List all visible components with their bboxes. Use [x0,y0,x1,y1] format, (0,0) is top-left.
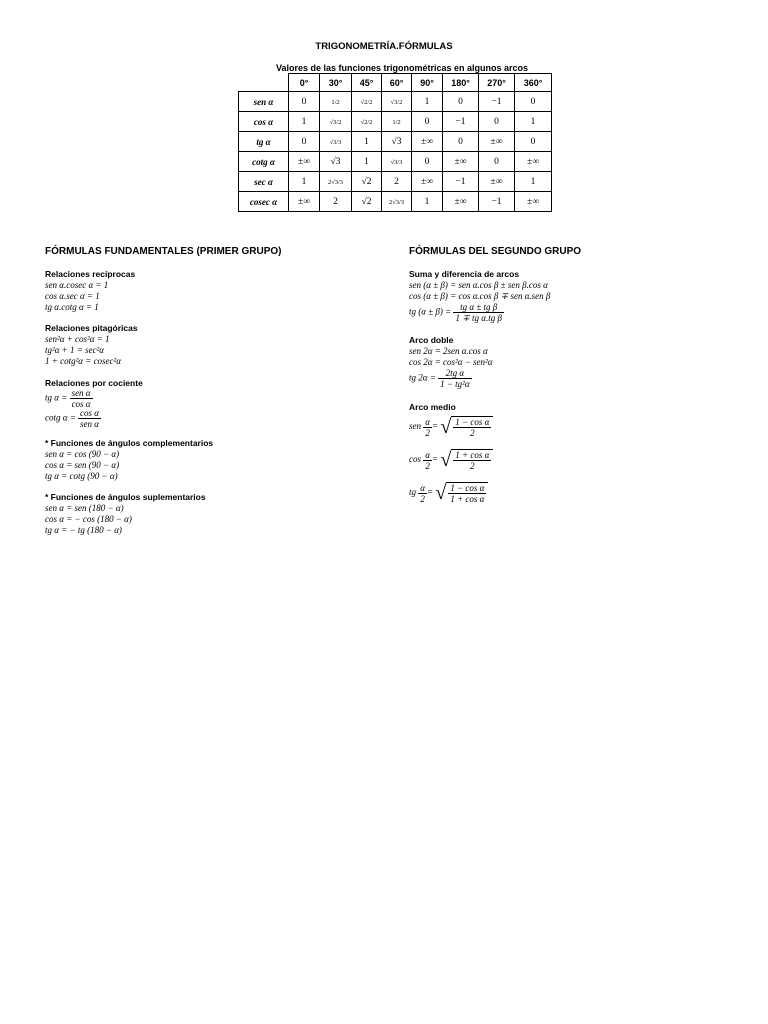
value-cell: −1 [479,92,515,112]
sqrt-icon: √ [440,415,452,438]
half-angle [423,417,432,438]
value-cell: 2 [382,172,412,192]
formula-line: sen α = sen (180 − α) [45,503,124,513]
value-cell: 0 [515,132,552,152]
fraction [438,368,472,389]
denominator: cos α [71,399,91,409]
fraction [453,450,491,471]
values-table [238,73,552,212]
value-cell: ±∞ [443,152,479,172]
value-cell: ±∞ [289,192,320,212]
value-cell [320,172,352,192]
function-label: cos α [239,112,289,132]
formula-line: tg α = − tg (180 − α) [45,525,122,535]
complementarios-title: * Funciones de ángulos complementarios [45,438,214,448]
value-cell: 1 [412,92,443,112]
formula-line: cos 2α = cos²α − sen²α [409,357,493,367]
value-text: √3/2 [329,118,342,126]
formula-tg-double [409,368,472,389]
table-row [239,152,552,172]
lhs: tg (α ± β) = [409,306,452,317]
pitagoricas-title: Relaciones pitagóricas [45,323,138,333]
header-cell: 180° [443,74,479,92]
value-cell [382,152,412,172]
value-cell [352,92,382,112]
value-text: √2/2 [360,118,373,126]
formula-line: cos α.sec α = 1 [45,291,100,301]
value-cell: 0 [412,152,443,172]
value-cell: 1 [412,192,443,212]
formula-tg-sum [409,302,504,323]
value-cell: √3 [382,132,412,152]
value-cell: 1 [515,172,552,192]
empty-corner [239,74,289,92]
value-cell: −1 [443,112,479,132]
function-label: sen α [239,92,289,112]
suma-title: Suma y diferencia de arcos [409,269,520,279]
formula-line: sen α.cosec α = 1 [45,280,109,290]
formula-line: tg α = cotg (90 − α) [45,471,118,481]
value-cell: 1 [352,152,382,172]
value-cell: 1 [289,172,320,192]
value-cell: ±∞ [443,192,479,212]
function-label: cosec α [239,192,289,212]
fn-name: sen [409,421,421,432]
function-label: sec α [239,172,289,192]
numerator: cos α [80,408,100,418]
table-row [239,172,552,192]
header-cell: 360° [515,74,552,92]
value-cell: 0 [443,92,479,112]
header-cell: 30° [320,74,352,92]
numerator: α [425,416,430,427]
value-text: 2√3/3 [327,178,344,186]
radicand [451,449,493,471]
value-cell: ±∞ [289,152,320,172]
value-cell: ±∞ [479,172,515,192]
formula-half-sen: sen $\frac{\alpha}{2}$ = √ $\frac{\text{1 − cos α}}{2}$ [409,416,493,438]
header-cell: 45° [352,74,382,92]
denominator: 1 + cos α [450,494,485,504]
fraction [453,302,504,323]
table-header-row [239,74,552,92]
fraction [453,417,491,438]
formula-tg-quotient [45,388,93,409]
value-cell: 2 [320,192,352,212]
formula-line: sen α = cos (90 − α) [45,449,120,459]
table-row [239,192,552,212]
formula-line: sen (α ± β) = sen α.cos β ± sen β.cos α [409,280,548,290]
numerator: α [425,449,430,460]
value-cell [382,112,412,132]
radicand [451,416,493,438]
formula-line: cos α = sen (90 − α) [45,460,120,470]
value-cell: 1 [515,112,552,132]
header-cell: 270° [479,74,515,92]
value-cell: 0 [479,152,515,172]
value-text: √3/3 [329,138,342,146]
formula-line: cos (α ± β) = cos α.cos β ∓ sen α.sen β [409,291,551,301]
header-cell: 0° [289,74,320,92]
value-text: 2√3/3 [388,198,405,206]
table-caption: Valores de las funciones trigonométricas en algunos arcos [275,63,529,73]
value-cell: ±∞ [515,152,552,172]
lhs: cotg α = [45,412,76,423]
value-cell [382,92,412,112]
fraction [78,408,101,429]
formula-line: tg α.cotg α = 1 [45,302,99,312]
value-text: 1/2 [392,118,401,126]
value-cell: 0 [289,132,320,152]
half-angle [418,483,427,504]
value-cell: ±∞ [515,192,552,212]
radicand [446,482,488,504]
numerator: 2tg α [438,368,472,379]
table-row [239,132,552,152]
numerator: α [420,482,425,493]
value-cell: −1 [443,172,479,192]
formula-cotg-quotient [45,408,101,429]
half-angle [423,450,432,471]
denominator: 1 ∓ tg α.tg β [455,313,502,323]
numerator: 1 + cos α [455,450,490,460]
lhs: tg 2α = [409,372,436,383]
formula-line: sen 2α = 2sen α.cos α [409,346,488,356]
numerator: tg α ± tg β [453,302,504,313]
fraction [448,483,486,504]
table-row [239,112,552,132]
value-cell: √2 [352,192,382,212]
right-heading: FÓRMULAS DEL SEGUNDO GRUPO [409,246,582,257]
header-cell: 90° [412,74,443,92]
value-cell: −1 [479,192,515,212]
suplementarios-title: * Funciones de ángulos suplementarios [45,492,206,502]
value-cell: 0 [289,92,320,112]
value-text: √3/3 [390,158,403,166]
header-cell: 60° [382,74,412,92]
value-cell [320,132,352,152]
value-text: √2/2 [360,98,373,106]
fn-name: cos [409,454,421,465]
function-label: tg α [239,132,289,152]
value-cell: ±∞ [412,132,443,152]
table-row [239,92,552,112]
numerator: sen α [71,388,91,398]
denominator: 2 [418,493,427,504]
doble-title: Arco doble [409,335,454,345]
denominator: 1 − tg²α [440,379,470,389]
cociente-title: Relaciones por cociente [45,378,143,388]
formula-half-tg: tg $\frac{\alpha}{2}$ = √ $\frac{\text{1 − cos α}}{\text{1 + cos α}}$ [409,482,488,504]
denominator: 2 [423,427,432,438]
value-cell: ±∞ [479,132,515,152]
value-cell [352,112,382,132]
denominator: 2 [423,460,432,471]
value-cell: √2 [352,172,382,192]
fraction [70,388,93,409]
reciprocas-title: Relaciones recíprocas [45,269,136,279]
value-cell: 0 [515,92,552,112]
value-cell: 1 [289,112,320,132]
denominator: 2 [470,461,475,471]
value-cell: 0 [443,132,479,152]
left-heading: FÓRMULAS FUNDAMENTALES (PRIMER GRUPO) [45,246,282,257]
value-cell: 0 [479,112,515,132]
formula-line: cos α = − cos (180 − α) [45,514,132,524]
value-cell [382,192,412,212]
fn-name: tg [409,487,417,498]
lhs: tg α = [45,392,68,403]
value-cell: ±∞ [412,172,443,192]
value-cell: 1 [352,132,382,152]
value-cell: √3 [320,152,352,172]
page-title: TRIGONOMETRÍA.FÓRMULAS [315,41,453,52]
value-text: √3/2 [390,98,403,106]
formula-line: sen²α + cos²α = 1 [45,334,110,344]
medio-title: Arco medio [409,402,456,412]
value-text: 1/2 [331,98,340,106]
value-cell [320,92,352,112]
formula-line: tg²α + 1 = sec²α [45,345,104,355]
denominator: 2 [470,428,475,438]
value-cell [320,112,352,132]
formula-half-cos: cos $\frac{\alpha}{2}$ = √ $\frac{\text{1 + cos α}}{2}$ [409,449,493,471]
formula-line: 1 + cotg²α = cosec²α [45,356,121,366]
function-label: cotg α [239,152,289,172]
denominator: sen α [80,419,100,429]
value-cell: 0 [412,112,443,132]
numerator: 1 − cos α [455,417,490,427]
numerator: 1 − cos α [450,483,485,493]
sqrt-icon: √ [440,448,452,471]
sqrt-icon: √ [435,481,447,504]
